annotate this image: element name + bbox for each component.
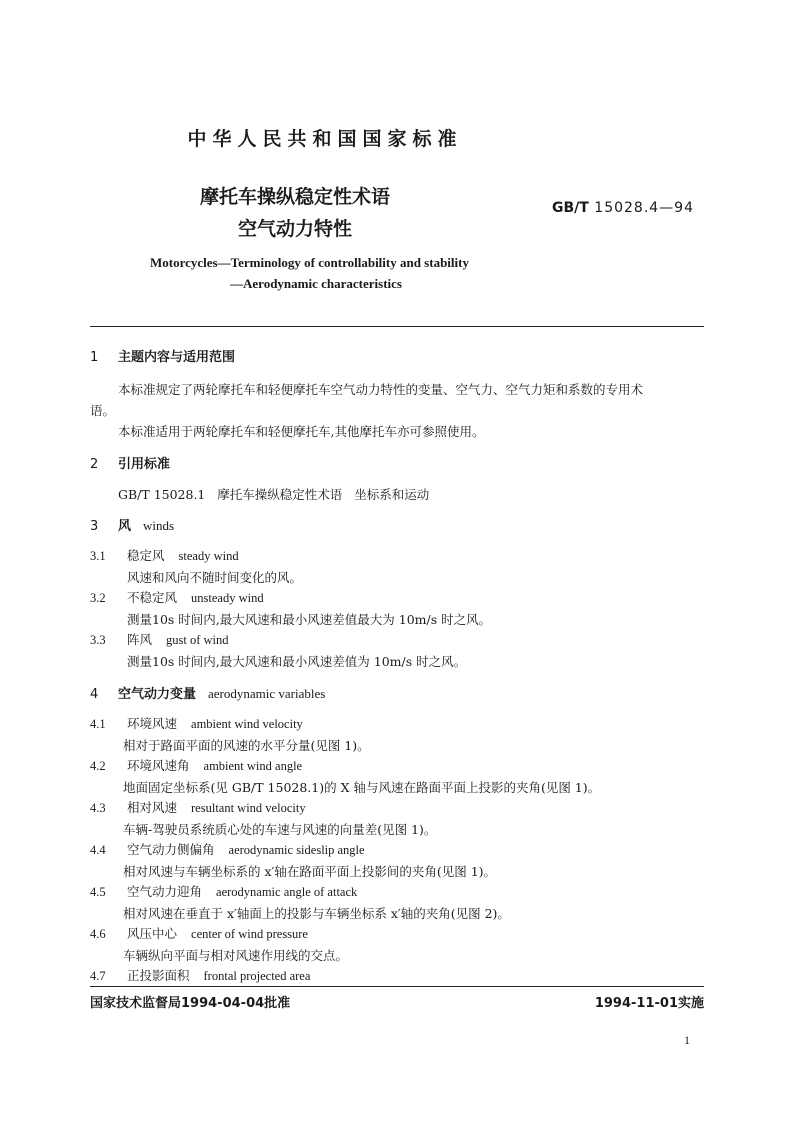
term-3-2-definition: 测量10s 时间内,最大风速和最小风速差值最大为 10m/s 时之风。 [127, 612, 492, 627]
term-english: aerodynamic angle of attack [216, 885, 358, 899]
section-number: 2 [90, 457, 99, 472]
term-number: 4.1 [90, 717, 106, 731]
section-1-heading [90, 346, 235, 365]
term-number: 4.2 [90, 759, 106, 773]
section-title-english: winds [143, 518, 175, 533]
standard-code-prefix: GB/T [552, 200, 589, 216]
section-number: 3 [90, 519, 99, 534]
term-english: ambient wind angle [203, 759, 303, 773]
term-4-1 [90, 714, 303, 732]
section-1-paragraph-2: 本标准适用于两轮摩托车和轻便摩托车,其他摩托车亦可参照使用。 [118, 424, 485, 439]
term-number: 4.6 [90, 927, 106, 941]
term-4-6 [90, 924, 308, 942]
effective-date: 1994-11-01实施 [594, 996, 704, 1011]
standard-code-number: 15028.4—94 [594, 200, 694, 216]
term-4-5-definition: 相对风速在垂直于 x′轴面上的投影与车辆坐标系 x′轴的夹角(见图 2)。 [123, 906, 510, 921]
term-chinese: 不稳定风 [127, 590, 178, 605]
english-title-line2: —Aerodynamic characteristics [230, 276, 402, 291]
standard-code [552, 200, 694, 216]
term-english: unsteady wind [191, 591, 264, 605]
section-title-english: aerodynamic variables [208, 686, 326, 701]
term-number: 3.3 [90, 633, 106, 647]
term-4-3 [90, 798, 306, 816]
term-number: 4.3 [90, 801, 106, 815]
term-number: 3.2 [90, 591, 106, 605]
term-4-4-definition: 相对风速与车辆坐标系的 x′轴在路面平面上投影间的夹角(见图 1)。 [123, 864, 497, 879]
section-title: 空气动力变量 [118, 687, 197, 702]
term-4-7 [90, 966, 310, 984]
term-english: aerodynamic sideslip angle [228, 843, 365, 857]
term-3-3 [90, 630, 229, 648]
term-english: frontal projected area [203, 969, 311, 983]
term-chinese: 相对风速 [127, 800, 178, 815]
term-4-2-definition: 地面固定坐标系(见 GB/T 15028.1)的 X 轴与风速在路面平面上投影的夹角(见图 1)。 [123, 780, 601, 795]
term-4-4 [90, 840, 365, 858]
term-4-2 [90, 756, 302, 774]
page-number: 1 [684, 1033, 690, 1047]
term-4-6-definition: 车辆纵向平面与相对风速作用线的交点。 [123, 948, 349, 963]
term-number: 4.5 [90, 885, 106, 899]
document-title-line2: 空气动力特性 [237, 218, 352, 240]
section-3-heading [90, 515, 174, 534]
national-standard-title: 中华人民共和国国家标准 [187, 128, 463, 150]
document-title-line1: 摩托车操纵稳定性术语 [199, 186, 390, 208]
section-1-paragraph-1-cont: 语。 [90, 403, 116, 418]
term-4-3-definition: 车辆-驾驶员系统质心处的车速与风速的向量差(见图 1)。 [123, 822, 437, 837]
term-number: 4.7 [90, 969, 106, 983]
term-4-5 [90, 882, 357, 900]
term-chinese: 正投影面积 [127, 968, 190, 983]
footer-divider [90, 986, 704, 987]
term-chinese: 稳定风 [127, 548, 165, 563]
term-3-1 [90, 546, 239, 564]
term-chinese: 环境风速角 [127, 758, 190, 773]
term-chinese: 环境风速 [127, 716, 178, 731]
header-divider [90, 326, 704, 327]
section-title: 引用标准 [118, 457, 171, 472]
term-number: 3.1 [90, 549, 106, 563]
section-title: 风 [118, 519, 132, 534]
term-chinese: 空气动力迎角 [127, 884, 203, 899]
term-chinese: 空气动力侧偏角 [127, 842, 215, 857]
section-number: 4 [90, 687, 99, 702]
term-3-2 [90, 588, 264, 606]
term-chinese: 风压中心 [127, 926, 178, 941]
term-4-1-definition: 相对于路面平面的风速的水平分量(见图 1)。 [123, 738, 370, 753]
term-english: ambient wind velocity [191, 717, 303, 731]
term-3-1-definition: 风速和风向不随时间变化的风。 [127, 570, 303, 585]
term-chinese: 阵风 [127, 632, 153, 647]
section-2-heading [90, 453, 170, 472]
section-title: 主题内容与适用范围 [118, 350, 236, 365]
term-3-3-definition: 测量10s 时间内,最大风速和最小风速差值为 10m/s 时之风。 [127, 654, 467, 669]
term-english: steady wind [178, 549, 239, 563]
section-4-heading [90, 683, 325, 702]
approval-statement: 国家技术监督局1994-04-04批准 [90, 996, 291, 1011]
english-title-line1: Motorcycles—Terminology of controllability and stability [150, 255, 469, 270]
term-english: gust of wind [166, 633, 229, 647]
term-number: 4.4 [90, 843, 106, 857]
section-1-paragraph-1: 本标准规定了两轮摩托车和轻便摩托车空气动力特性的变量、空气力、空气力矩和系数的专用术 [118, 382, 644, 397]
term-english: center of wind pressure [191, 927, 308, 941]
section-2-reference: GB/T 15028.1 摩托车操纵稳定性术语 坐标系和运动 [118, 487, 430, 502]
section-number: 1 [90, 350, 99, 365]
term-english: resultant wind velocity [191, 801, 306, 815]
